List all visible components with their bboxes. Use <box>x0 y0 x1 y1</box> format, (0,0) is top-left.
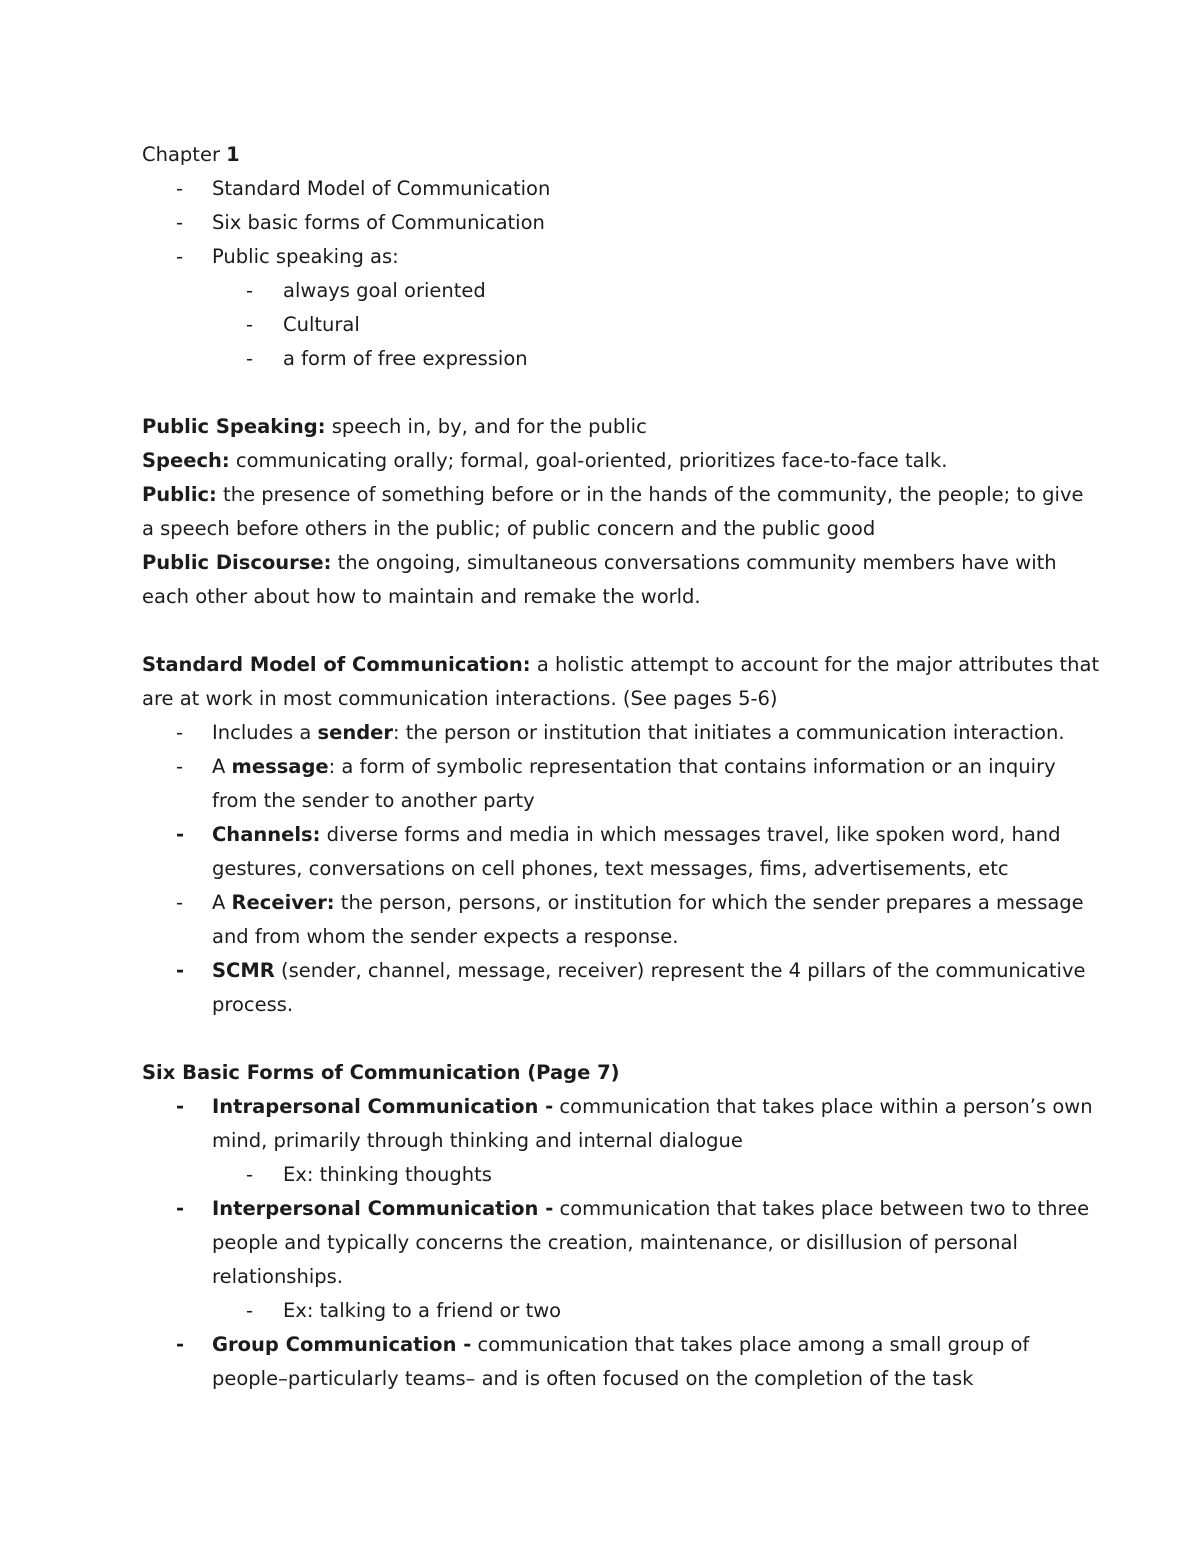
item-text: people and typically concerns the creation, maintenance, or disillusion of personal <box>212 1231 1018 1254</box>
form-intrapersonal-cont <box>142 1124 1077 1158</box>
item-text: from the sender to another party <box>212 789 535 812</box>
smc-item-scmr-cont <box>142 988 1077 1022</box>
bullet-dash: - <box>176 1095 185 1118</box>
outline-subtext: Cultural <box>283 313 360 336</box>
item-text: mind, primarily through thinking and internal dialogue <box>212 1129 743 1152</box>
item-text: and from whom the sender expects a response. <box>212 925 679 948</box>
smc-item-sender <box>142 716 1077 750</box>
smc-item-channels-cont <box>142 852 1077 886</box>
bullet-dash: - <box>176 823 185 846</box>
term: Public: <box>142 483 217 506</box>
chapter-heading <box>142 138 1077 172</box>
item-text: people–particularly teams– and is often focused on the completion of the task <box>212 1367 974 1390</box>
chapter-number: 1 <box>226 143 240 166</box>
bullet-dash: - <box>176 211 184 234</box>
smc-item-receiver-cont <box>142 920 1077 954</box>
outline-text: Standard Model of Communication <box>212 177 551 200</box>
bullet-dash: - <box>246 313 254 336</box>
term: Standard Model of Communication: <box>142 653 531 676</box>
definition-text: a holistic attempt to account for the major attributes that <box>530 653 1100 676</box>
definition-text: the presence of something before or in the hands of the community, the people; to give <box>216 483 1084 506</box>
bullet-dash: - <box>176 1333 185 1356</box>
form-intrapersonal <box>142 1090 1093 1124</box>
item-text: communication that takes place among a small group of <box>471 1333 1030 1356</box>
smc-item-message <box>142 750 1077 784</box>
outline-item <box>142 240 1077 274</box>
form-interpersonal-cont <box>142 1226 1077 1260</box>
outline-subitem <box>142 274 1077 308</box>
bullet-dash: - <box>246 279 254 302</box>
spacer <box>142 614 1077 648</box>
term: Intrapersonal Communication - <box>212 1095 554 1118</box>
spacer <box>142 1022 1077 1056</box>
six-forms-heading <box>142 1056 1077 1090</box>
item-text: gestures, conversations on cell phones, text messages, fims, advertisements, etc <box>212 857 1009 880</box>
form-interpersonal-cont <box>142 1260 1077 1294</box>
bullet-dash: - <box>176 1197 185 1220</box>
item-text: : the person or institution that initiates a communication interaction. <box>393 721 1065 744</box>
definition-text: communicating orally; formal, goal-oriented, prioritizes face-to-face talk. <box>229 449 948 472</box>
definition-text: speech in, by, and for the public <box>325 415 647 438</box>
chapter-label: Chapter <box>142 143 227 166</box>
smc-heading-cont <box>142 682 1077 716</box>
outline-subtext: always goal oriented <box>283 279 486 302</box>
term: Speech: <box>142 449 230 472</box>
definition-text: a speech before others in the public; of public concern and the public good <box>142 517 876 540</box>
term: Receiver: <box>231 891 335 914</box>
outline-item <box>142 172 1077 206</box>
example-text: Ex: talking to a friend or two <box>283 1299 562 1322</box>
definition-text: the ongoing, simultaneous conversations community members have with <box>331 551 1057 574</box>
outline-item <box>142 206 1077 240</box>
term: Public Speaking: <box>142 415 326 438</box>
definition-text: each other about how to maintain and remake the world. <box>142 585 701 608</box>
item-text: diverse forms and media in which messages travel, like spoken word, hand <box>320 823 1061 846</box>
item-text: communication that takes place between two to three <box>553 1197 1090 1220</box>
outline-text: Public speaking as: <box>212 245 399 268</box>
item-text: communication that takes place within a person’s own <box>553 1095 1093 1118</box>
bullet-dash: - <box>176 177 184 200</box>
bullet-dash: - <box>176 245 184 268</box>
definition-text: are at work in most communication interactions. (See pages 5-6) <box>142 687 778 710</box>
definition-public-cont <box>142 512 1077 546</box>
bullet-dash: - <box>176 959 185 982</box>
term: sender <box>317 721 394 744</box>
bullet-dash: - <box>176 755 184 778</box>
item-text: process. <box>212 993 294 1016</box>
outline-subtext: a form of free expression <box>283 347 528 370</box>
smc-item-scmr <box>142 954 1086 988</box>
smc-heading <box>142 648 1100 682</box>
bullet-dash: - <box>246 1163 254 1186</box>
item-text: (sender, channel, message, receiver) represent the 4 pillars of the communicative <box>274 959 1086 982</box>
bullet-dash: - <box>176 721 184 744</box>
item-text: Includes a <box>212 721 318 744</box>
term: Group Communication - <box>212 1333 472 1356</box>
section-title: Six Basic Forms of Communication (Page 7) <box>142 1061 620 1084</box>
form-interpersonal <box>142 1192 1090 1226</box>
bullet-dash: - <box>246 347 254 370</box>
definition-public-discourse <box>142 546 1077 580</box>
item-text: relationships. <box>212 1265 343 1288</box>
outline-text: Six basic forms of Communication <box>212 211 545 234</box>
bullet-dash: - <box>176 891 184 914</box>
form-intrapersonal-example <box>142 1158 1077 1192</box>
smc-item-message-cont <box>142 784 1077 818</box>
term: message <box>231 755 329 778</box>
definition-speech <box>142 444 1077 478</box>
form-group <box>142 1328 1077 1362</box>
smc-item-channels <box>142 818 1077 852</box>
outline-subitem <box>142 308 1077 342</box>
example-text: Ex: thinking thoughts <box>283 1163 492 1186</box>
bullet-dash: - <box>246 1299 254 1322</box>
definition-public-speaking <box>142 410 1077 444</box>
item-text: A <box>212 891 232 914</box>
item-text: : a form of symbolic representation that contains information or an inquiry <box>328 755 1056 778</box>
document-body <box>142 138 1100 1396</box>
spacer <box>142 376 1077 410</box>
outline-subitem <box>142 342 1077 376</box>
item-text: A <box>212 755 232 778</box>
form-group-cont <box>142 1362 1077 1396</box>
smc-item-receiver <box>142 886 1084 920</box>
form-interpersonal-example <box>142 1294 1077 1328</box>
term: SCMR <box>212 959 275 982</box>
term: Channels: <box>212 823 321 846</box>
term: Interpersonal Communication - <box>212 1197 554 1220</box>
term: Public Discourse: <box>142 551 332 574</box>
definition-public <box>142 478 1084 512</box>
definition-public-discourse-cont <box>142 580 1077 614</box>
item-text: the person, persons, or institution for which the sender prepares a message <box>334 891 1084 914</box>
